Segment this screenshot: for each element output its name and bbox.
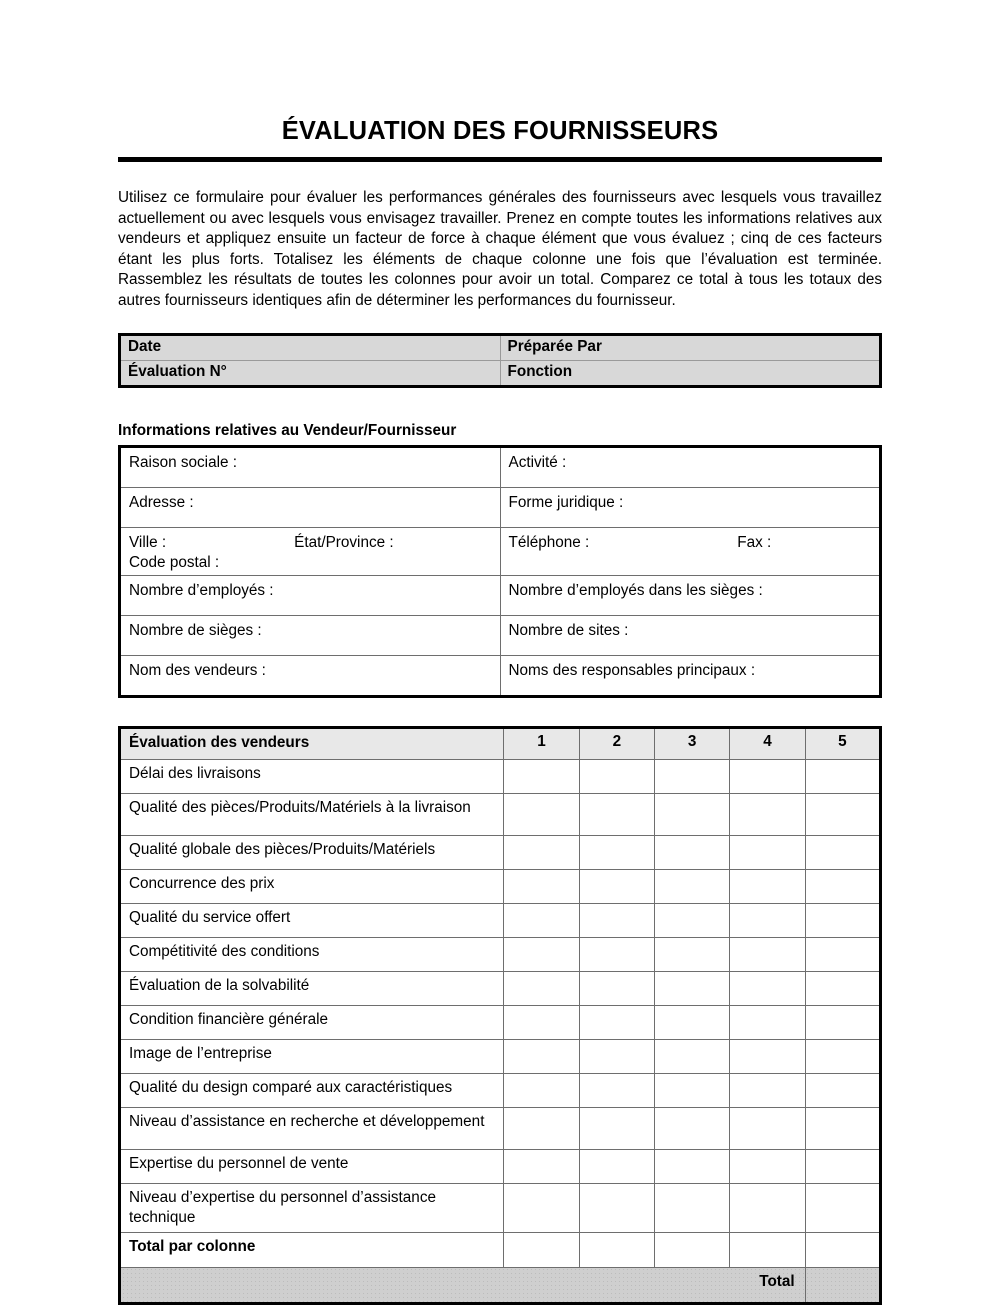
score-cell[interactable]: [579, 835, 654, 869]
grand-total-label: Total: [120, 1267, 806, 1303]
field-employee-count[interactable]: Nombre d’employés :: [120, 575, 501, 615]
field-site-count[interactable]: Nombre de sites :: [500, 615, 881, 655]
score-cell[interactable]: [805, 937, 880, 971]
field-activity[interactable]: Activité :: [500, 446, 881, 487]
grand-total-value-cell[interactable]: [805, 1267, 880, 1303]
field-date[interactable]: Date: [120, 334, 501, 360]
score-cell[interactable]: [805, 1107, 880, 1149]
score-cell[interactable]: [730, 1005, 805, 1039]
score-cell[interactable]: [504, 971, 579, 1005]
score-cell[interactable]: [730, 1149, 805, 1183]
score-cell[interactable]: [654, 793, 729, 835]
score-cell[interactable]: [504, 1149, 579, 1183]
score-cell[interactable]: [654, 1183, 729, 1232]
table-row: [120, 1073, 881, 1107]
score-cell[interactable]: [579, 903, 654, 937]
score-cell[interactable]: [579, 1183, 654, 1232]
intro-paragraph: Utilisez ce formulaire pour évaluer les performances générales des fournisseurs avec lesquels vous travaillez actuellement ou avec lesquels vous envisagez travailler. Prenez en compte toutes les informations relatives aux vendeurs et appliquez ensuite un facteur de force à chaque élément que vous évaluez ; cinq de ces facteurs étant les plus forts. Totalisez les éléments de chaque colonne une fois que l’évaluation est terminée. Rassemblez les résultats de toutes les colonnes pour avoir un total. Comparez ce total à tous les totaux des autres fournisseurs identiques afin de déterminer les performances du fournisseur.: [118, 189, 882, 310]
vendor-section-heading: Informations relatives au Vendeur/Fournisseur: [118, 421, 457, 439]
field-city-state-postal[interactable]: [120, 527, 501, 575]
score-cell[interactable]: [654, 1039, 729, 1073]
score-cell[interactable]: [579, 1149, 654, 1183]
evaluation-header-label: Évaluation des vendeurs: [120, 727, 504, 759]
criterion-label: Niveau d’expertise du personnel d’assistance technique: [120, 1183, 504, 1232]
score-cell[interactable]: [654, 759, 729, 793]
field-address[interactable]: Adresse :: [120, 487, 501, 527]
column-total-cell[interactable]: [805, 1232, 880, 1267]
criterion-label: Qualité des pièces/Produits/Matériels à la livraison: [120, 793, 504, 835]
field-legal-form[interactable]: Forme juridique :: [500, 487, 881, 527]
header-info-table-wrap: [118, 333, 882, 388]
field-manager-names[interactable]: Noms des responsables principaux :: [500, 655, 881, 696]
table-row: [120, 575, 881, 615]
table-row: [120, 446, 881, 487]
field-city-label: Ville :: [129, 533, 167, 551]
score-cell[interactable]: [654, 1005, 729, 1039]
score-cell[interactable]: [805, 1005, 880, 1039]
score-cell[interactable]: [504, 1183, 579, 1232]
score-cell[interactable]: [654, 1149, 729, 1183]
score-cell[interactable]: [805, 903, 880, 937]
criterion-label: Qualité globale des pièces/Produits/Matériels: [120, 835, 504, 869]
score-cell[interactable]: [805, 835, 880, 869]
criterion-label: Délai des livraisons: [120, 759, 504, 793]
score-cell[interactable]: [730, 1107, 805, 1149]
criterion-label: Qualité du design comparé aux caractéristiques: [120, 1073, 504, 1107]
table-row: [120, 360, 881, 386]
score-cell[interactable]: [654, 869, 729, 903]
phone-fax-blank-line: [509, 553, 880, 573]
score-cell[interactable]: [805, 1073, 880, 1107]
field-phone-fax[interactable]: [500, 527, 881, 575]
score-cell[interactable]: [654, 937, 729, 971]
field-company-name[interactable]: Raison sociale :: [120, 446, 501, 487]
score-cell[interactable]: [504, 759, 579, 793]
field-hq-employee-count[interactable]: Nombre d’employés dans les sièges :: [500, 575, 881, 615]
score-cell[interactable]: [504, 937, 579, 971]
phone-fax-line: [509, 533, 880, 553]
table-row: [120, 1039, 881, 1073]
table-row: [120, 1005, 881, 1039]
table-row: [120, 1183, 881, 1232]
page-title: ÉVALUATION DES FOURNISSEURS: [281, 117, 719, 145]
score-cell[interactable]: [579, 1107, 654, 1149]
grand-total-row: [120, 1267, 881, 1303]
score-cell[interactable]: [654, 903, 729, 937]
criterion-label: Condition financière générale: [120, 1005, 504, 1039]
evaluation-header-row: [120, 727, 881, 759]
score-cell[interactable]: [504, 1039, 579, 1073]
table-row: [120, 869, 881, 903]
column-total-cell[interactable]: [730, 1232, 805, 1267]
score-cell[interactable]: [504, 1107, 579, 1149]
score-cell[interactable]: [579, 1073, 654, 1107]
score-cell[interactable]: [730, 971, 805, 1005]
score-column-header-2: 2: [579, 727, 654, 759]
score-cell[interactable]: [805, 869, 880, 903]
evaluation-table: [118, 726, 882, 1305]
criterion-label: Concurrence des prix: [120, 869, 504, 903]
score-cell[interactable]: [579, 937, 654, 971]
field-vendor-names[interactable]: Nom des vendeurs :: [120, 655, 501, 696]
score-cell[interactable]: [504, 1005, 579, 1039]
field-evaluation-number[interactable]: Évaluation N°: [120, 360, 501, 386]
column-total-cell[interactable]: [504, 1232, 579, 1267]
score-cell[interactable]: [504, 793, 579, 835]
field-state-label: État/Province :: [294, 533, 394, 551]
column-total-cell[interactable]: [579, 1232, 654, 1267]
score-cell[interactable]: [730, 1039, 805, 1073]
score-cell[interactable]: [579, 971, 654, 1005]
table-row: [120, 971, 881, 1005]
table-row: [120, 793, 881, 835]
table-row: [120, 835, 881, 869]
table-row: [120, 334, 881, 360]
score-cell[interactable]: [805, 971, 880, 1005]
table-row: [120, 937, 881, 971]
city-state-line: [129, 533, 500, 553]
score-cell[interactable]: [504, 869, 579, 903]
field-hq-count[interactable]: Nombre de sièges :: [120, 615, 501, 655]
table-row: [120, 655, 881, 696]
score-cell[interactable]: [730, 903, 805, 937]
score-column-header-3: 3: [654, 727, 729, 759]
criterion-label: Compétitivité des conditions: [120, 937, 504, 971]
score-column-header-1: 1: [504, 727, 579, 759]
score-cell[interactable]: [805, 1039, 880, 1073]
score-cell[interactable]: [805, 793, 880, 835]
table-row: [120, 487, 881, 527]
table-row: [120, 759, 881, 793]
score-cell[interactable]: [730, 835, 805, 869]
column-total-label: Total par colonne: [120, 1232, 504, 1267]
score-cell[interactable]: [654, 835, 729, 869]
criterion-label: Niveau d’assistance en recherche et développement: [120, 1107, 504, 1149]
score-cell[interactable]: [579, 1005, 654, 1039]
score-cell[interactable]: [579, 759, 654, 793]
score-cell[interactable]: [730, 937, 805, 971]
score-cell[interactable]: [654, 1107, 729, 1149]
score-cell[interactable]: [504, 903, 579, 937]
field-phone-label: Téléphone :: [508, 533, 590, 551]
score-cell[interactable]: [730, 1183, 805, 1232]
column-total-cell[interactable]: [654, 1232, 729, 1267]
score-cell[interactable]: [730, 869, 805, 903]
score-column-header-5: 5: [805, 727, 880, 759]
table-row: [120, 615, 881, 655]
score-cell[interactable]: [504, 1073, 579, 1107]
score-cell[interactable]: [730, 759, 805, 793]
criterion-label: Évaluation de la solvabilité: [120, 971, 504, 1005]
score-cell[interactable]: [579, 1039, 654, 1073]
score-column-header-4: 4: [730, 727, 805, 759]
table-row: [120, 1149, 881, 1183]
score-cell[interactable]: [654, 971, 729, 1005]
criterion-label: Qualité du service offert: [120, 903, 504, 937]
score-cell[interactable]: [504, 835, 579, 869]
vendor-info-table: [118, 445, 882, 698]
field-prepared-by[interactable]: Préparée Par: [500, 334, 881, 360]
criterion-label: Expertise du personnel de vente: [120, 1149, 504, 1183]
field-fax-label: Fax :: [737, 533, 772, 551]
field-function[interactable]: Fonction: [500, 360, 881, 386]
score-cell[interactable]: [805, 759, 880, 793]
score-cell[interactable]: [730, 1073, 805, 1107]
score-cell[interactable]: [805, 1183, 880, 1232]
table-row: [120, 1107, 881, 1149]
table-row: [120, 527, 881, 575]
field-postal-code-label: Code postal :: [129, 553, 220, 571]
criterion-label: Image de l’entreprise: [120, 1039, 504, 1073]
score-cell[interactable]: [730, 793, 805, 835]
table-row: [120, 903, 881, 937]
score-cell[interactable]: [805, 1149, 880, 1183]
header-info-table: [118, 333, 882, 388]
score-cell[interactable]: [654, 1073, 729, 1107]
evaluation-table-wrap: [118, 726, 882, 1305]
score-cell[interactable]: [579, 793, 654, 835]
score-cell[interactable]: [579, 869, 654, 903]
column-total-row: [120, 1232, 881, 1267]
